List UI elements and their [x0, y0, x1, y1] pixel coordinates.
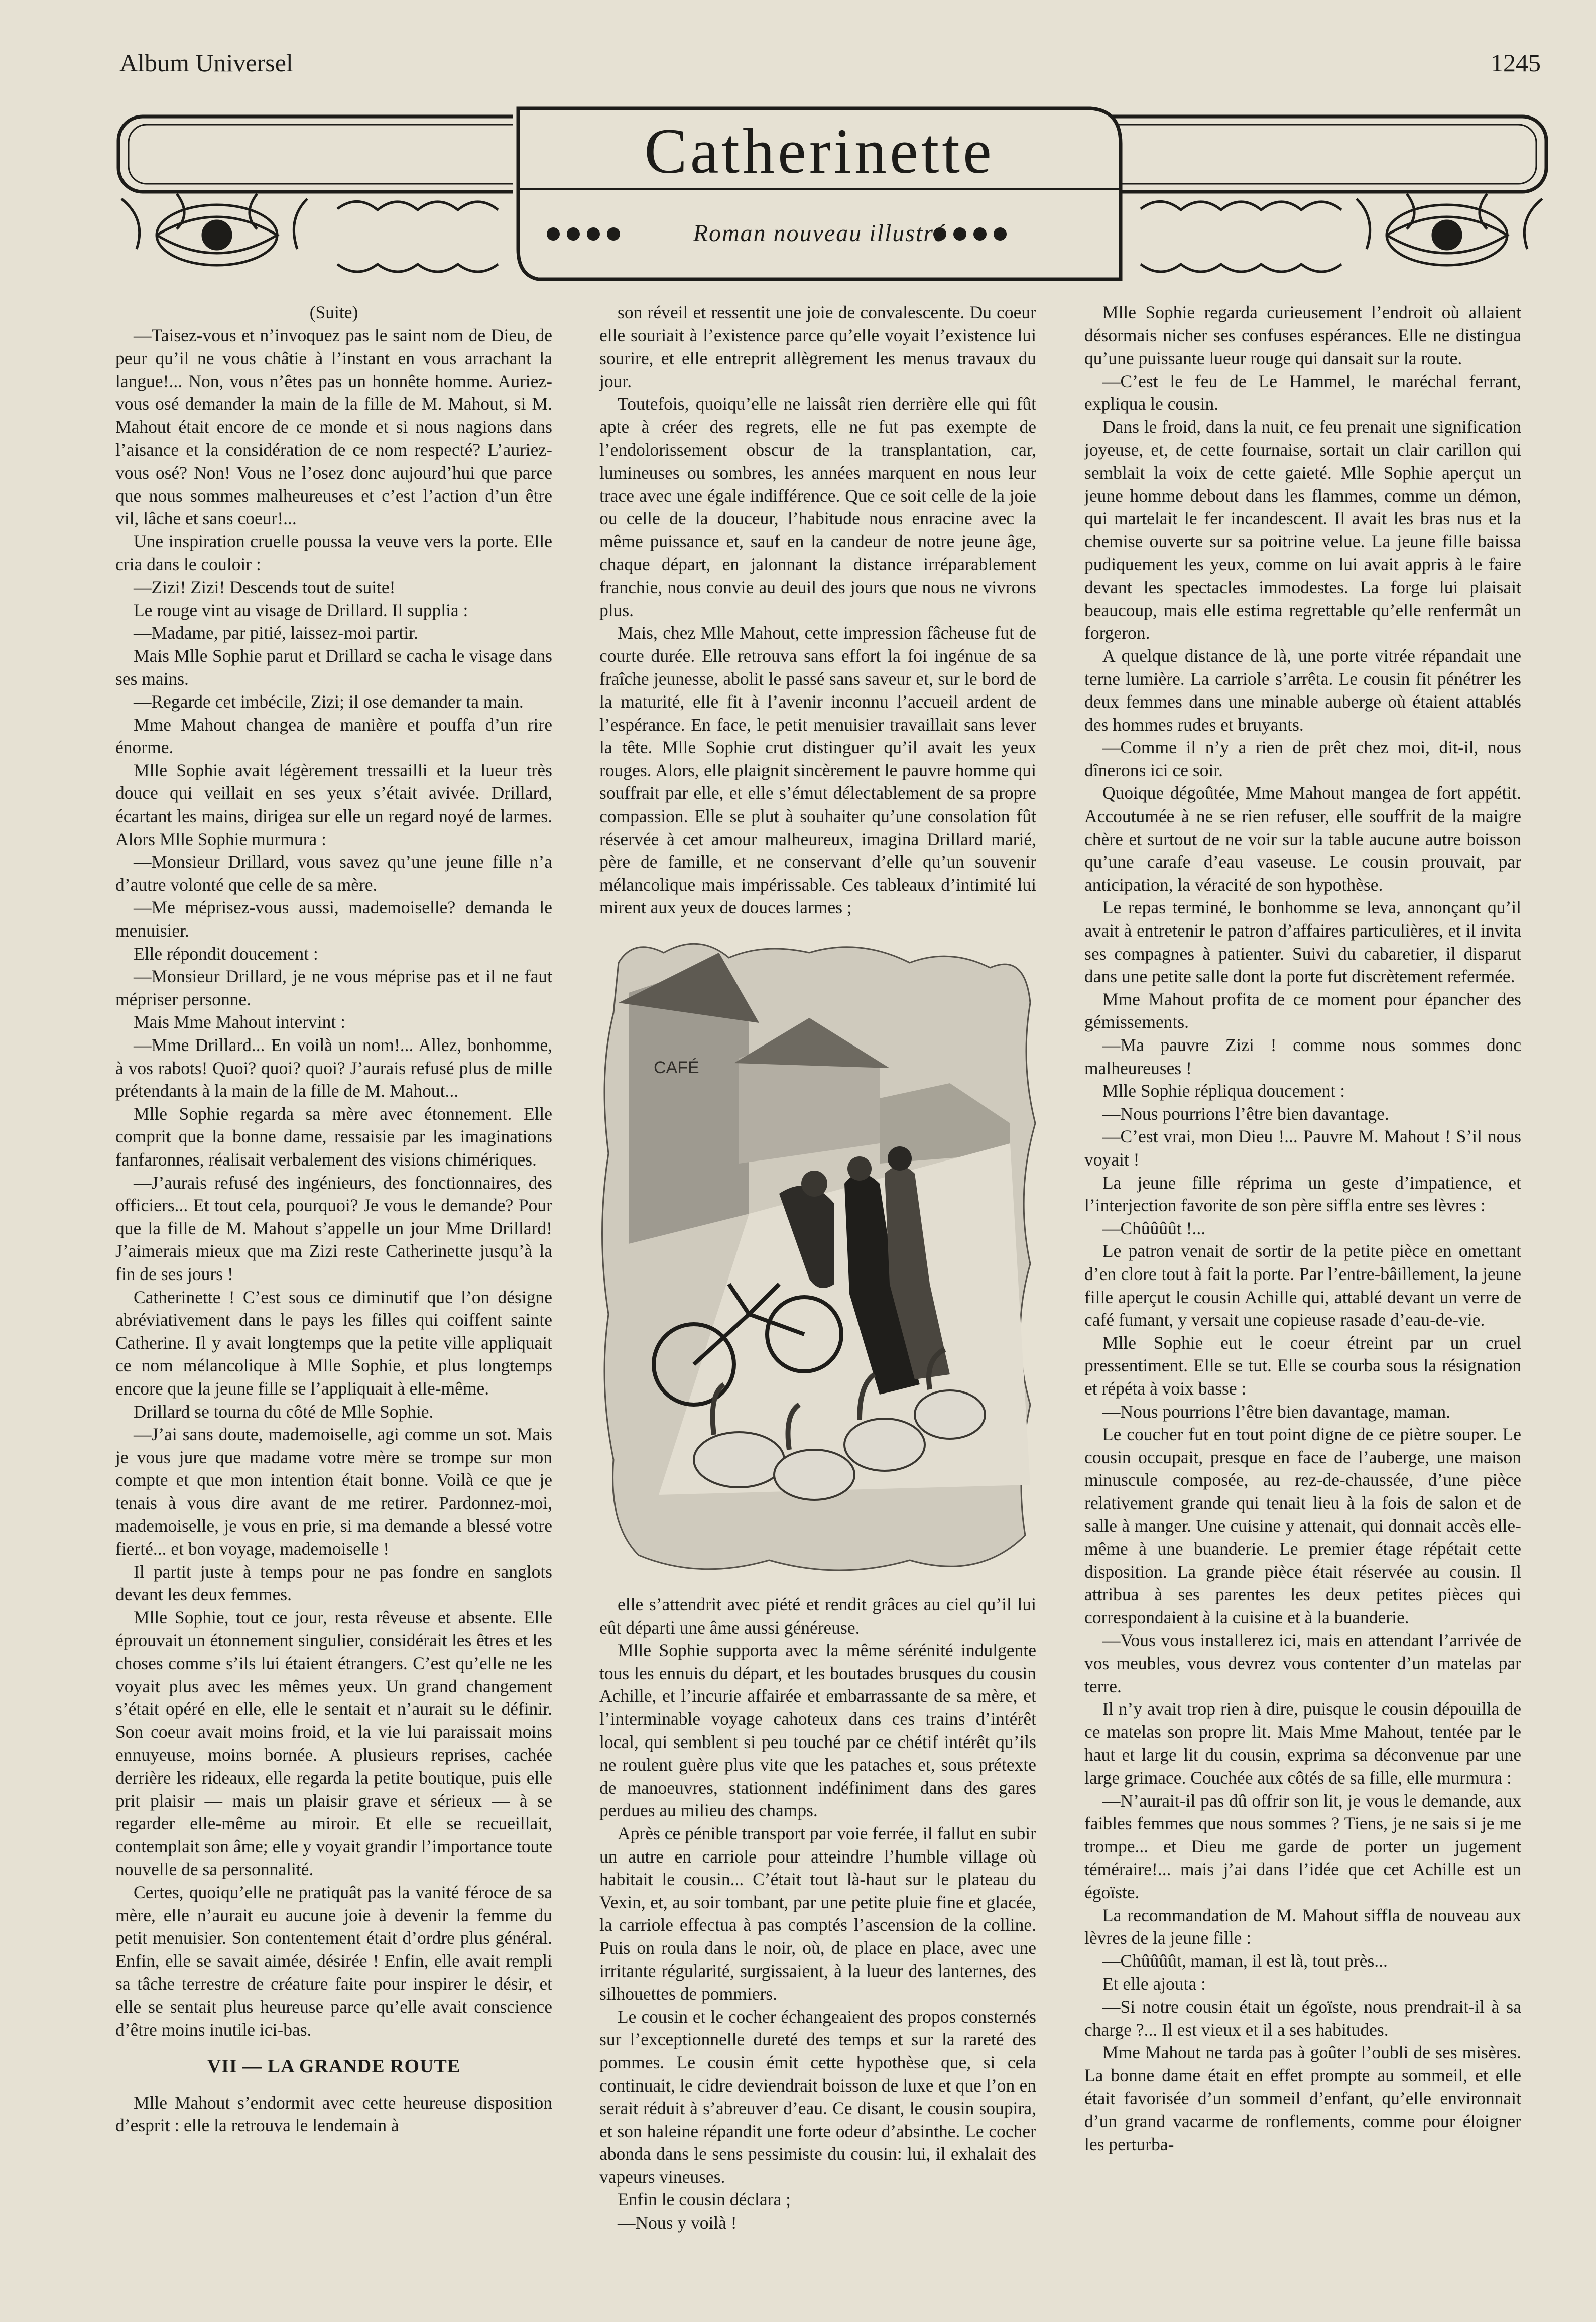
text-column-1	[115, 301, 552, 2137]
paragraph: Le coucher fut en tout point digne de ce piètre souper. Le cousin occupait, presque en face de l’auberge, une maison minuscule composée, au rez-de-chaussée, d’une pièce relativement grande qui tenait lieu à la fois de salon et de salle à manger. Une cuisine y attenait, qui donnait accès elle-même à une buanderie. Le premier étage répétait cette disposition. La grande pièce était réservée au cousin. Il attribua à ses parentes les deux petites pièces qui correspondaient à la cuisine et à la buanderie.	[1084, 1424, 1521, 1628]
paragraph: —Vous vous installerez ici, mais en attendant l’arrivée de vos meubles, vous devrez vous contenter d’un matelas par terre.	[1084, 1630, 1521, 1696]
paragraph: Mme Mahout changea de manière et pouffa d’un rire énorme.	[115, 714, 552, 758]
paragraph: —Nous pourrions l’être bien davantage.	[1102, 1103, 1389, 1124]
paragraph: Et elle ajouta :	[1102, 1973, 1206, 1994]
text-column-3	[1084, 301, 1521, 2156]
text-column-2	[599, 301, 1036, 2235]
paragraph: Mlle Sophie regarda curieusement l’endroit où allaient désormais nicher ses confuses espérances. Elle ne distingua qu’une puissante lueur rouge qui dansait sur la route.	[1084, 302, 1521, 369]
paragraph: Mais Mme Mahout intervint :	[134, 1012, 346, 1032]
paragraph: Mme Mahout ne tarda pas à goûter l’oubli de ses misères. La bonne dame était en effet prompte au sommeil, et elle était favorisée d’un sommeil d’enfant, qu’elle environnait d’un grand vacarme de ronflements, comme pour éloigner les perturba-	[1084, 2042, 1521, 2154]
paragraph: Mlle Sophie, tout ce jour, resta rêveuse et absente. Elle éprouvait un étonnement singulier, considérait les êtres et les choses comme s’ils lui étaient étrangers. C’est qu’elle ne les voyait plus avec les mêmes yeux. Un grand changement s’était opéré en elle, elle le sentait et n’aurait su le définir. Son coeur avait moins froid, et la vie lui paraissait moins ennuyeuse, moins bornée. A plusieurs reprises, cachée derrière les rideaux, elle regarda la petite boutique, puis elle prit plaisir — mais un plaisir grave et sérieux — à se regarder elle-même au miroir. Et elle se recueillait, contemplait son âme; elle y voyait grandir l’importance toute nouvelle de sa personnalité.	[115, 1607, 552, 1880]
illustration-cyclist-village	[598, 933, 1036, 1580]
paragraph: —Zizi! Zizi! Descends tout de suite!	[134, 577, 396, 598]
paragraph: —Monsieur Drillard, vous savez qu’une jeune fille n’a d’autre volonté que celle de sa mère.	[115, 852, 552, 895]
paragraph: —Mme Drillard... En voilà un nom!... Allez, bonhomme, à vos rabots! Quoi? quoi? quoi? J’aurais refusé plus de mille prétendants à la main de la fille de M. Mahout...	[115, 1035, 552, 1101]
paragraph: Mlle Mahout s’endormit avec cette heureuse disposition d’esprit : elle la retrouva le lendemain à	[115, 2092, 552, 2136]
serial-subtitle: Roman nouveau illustré	[693, 220, 946, 247]
paragraph: —C’est le feu de Le Hammel, le maréchal ferrant, expliqua le cousin.	[1084, 371, 1521, 414]
chapter-heading: VII — LA GRANDE ROUTE	[207, 2056, 461, 2077]
paragraph: elle s’attendrit avec piété et rendit grâces au ciel qu’il lui eût départi une âme aussi généreuse.	[599, 1594, 1036, 1638]
paragraph: Quoique dégoûtée, Mme Mahout mangea de fort appétit. Accoutumée à ne se rien refuser, elle souffrit de la maigre chère et surtout de ne voir sur la table aucune autre boisson qu’une carafe d’eau vaseuse. Le cousin prouvait, par anticipation, la véracité de son hypothèse.	[1084, 783, 1521, 895]
art-nouveau-ornament-left	[121, 194, 498, 272]
paragraph: —Regarde cet imbécile, Zizi; il ose demander ta main.	[134, 691, 524, 712]
paragraph: —Me méprisez-vous aussi, mademoiselle? demanda le menuisier.	[115, 897, 552, 941]
paragraph: Le cousin et le cocher échangeaient des propos consternés sur l’exceptionnelle dureté des temps et sur la rareté des pommes. Le cousin émit cette hypothèse que, si cela continuait, le cidre deviendrait boisson de luxe et que l’on en serait réduit à s’abreuver d’eau. Ce disant, le cousin soupira, et son haleine répandit une forte odeur d’absinthe. Le cocher abonda dans le sens pessimiste du cousin: lui, il exhalait des vapeurs vineuses.	[599, 2006, 1036, 2187]
paragraph: Drillard se tourna du côté de Mlle Sophie.	[134, 1401, 434, 1422]
paragraph: (Suite)	[309, 302, 358, 322]
paragraph: —Madame, par pitié, laissez-moi partir.	[134, 623, 418, 643]
paragraph: —J’ai sans doute, mademoiselle, agi comme un sot. Mais je vous jure que madame votre mère se trompe sur mon compte et que mon intention était bonne. Voilà ce que je tenais à vous dire avant de me retirer. Pardonnez-moi, mademoiselle, je vous en prie, si ma demande a blessé votre fierté... et bon voyage, mademoiselle !	[115, 1424, 552, 1559]
paragraph: Enfin le cousin déclara ;	[618, 2189, 791, 2210]
paragraph: —Nous pourrions l’être bien davantage, maman.	[1102, 1401, 1451, 1422]
paragraph: —Comme il n’y a rien de prêt chez moi, dit-il, nous dînerons ici ce soir.	[1084, 737, 1521, 780]
paragraph: Catherinette ! C’est sous ce diminutif que l’on désigne abréviativement dans le pays les filles qui coiffent sainte Catherine. Il y avait longtemps que la petite ville appliquait ce nom mélancolique à Mlle Sophie, et plus longtemps encore que la jeune fille se l’appliquait à elle-même.	[115, 1287, 552, 1399]
paragraph: Mais Mlle Sophie parut et Drillard se cacha le visage dans ses mains.	[115, 645, 552, 689]
paragraph: Mme Mahout profita de ce moment pour épancher des gémissements.	[1084, 989, 1521, 1032]
paragraph: —Chûûûût, maman, il est là, tout près...	[1102, 1950, 1388, 1971]
paragraph: Elle répondit doucement :	[134, 943, 318, 964]
paragraph: Il partit juste à temps pour ne pas fondre en sanglots devant les deux femmes.	[115, 1561, 552, 1605]
page-number: 1245	[1491, 49, 1541, 77]
paragraph: Après ce pénible transport par voie ferrée, il fallut en subir un autre en carriole pour atteindre l’humble village où habitait le cousin... C’était tout là-haut sur le plateau du Vexin, et, au soir tombant, par une petite pluie fine et glacée, la carriole effectua à pas comptés l’ascension de la colline. Puis on roula dans le noir, où, de place en place, avec une irritante régularité, surgissaient, à la lueur des lanternes, des silhouettes de pommiers.	[599, 1823, 1036, 2004]
paragraph: —Ma pauvre Zizi ! comme nous sommes donc malheureuses !	[1084, 1035, 1521, 1078]
paragraph: Mlle Sophie avait légèrement tressailli et la lueur très douce qui veillait en ses yeux s’était avivée. Drillard, écartant les mains, dirigea sur elle un regard noyé de larmes. Alors Mlle Sophie murmura :	[115, 760, 552, 849]
paragraph: —Taisez-vous et n’invoquez pas le saint nom de Dieu, de peur qu’il ne vous châtie à l’instant en vous arrachant la langue!... Non, vous n’êtes pas un honnête homme. Auriez-vous osé demander la main de la fille de M. Mahout, si M. Mahout était encore de ce monde et si nous nagions dans l’aisance et la considération de ce nom respecté? L’auriez-vous osé? Non! Vous ne l’osez donc aujourd’hui que parce que nous sommes malheureuses et c’est l’action d’un être vil, lâche et sans coeur!...	[115, 325, 552, 529]
art-nouveau-ornament-right	[1141, 194, 1542, 272]
paragraph: Certes, quoiqu’elle ne pratiquât pas la vanité féroce de sa mère, elle n’aurait eu aucune joie à devenir la femme du petit menuisier. Son contentement était d’ordre plus général. Enfin, elle se savait aimée, désirée ! Enfin, elle avait rempli sa tâche terrestre de créature faite pour inspirer le désir, et elle se sentait plus heureuse parce qu’elle avait conscience d’être moins inutile ici-bas.	[115, 1882, 552, 2040]
paragraph: —J’aurais refusé des ingénieurs, des fonctionnaires, des officiers... Et tout cela, pourquoi? Je vous le demande? Pour que la fille de M. Mahout s’appelle un jour Mme Drillard! J’aimerais mieux que ma Zizi reste Catherinette jusqu’à la fin de ses jours !	[115, 1172, 552, 1284]
paragraph: son réveil et ressentit une joie de convalescente. Du coeur elle souriait à l’existence parce qu’elle voyait l’existence lui sourire, et elle entreprit allègrement les menus travaux du jour.	[599, 302, 1036, 391]
paragraph: Le repas terminé, le bonhomme se leva, annonçant qu’il avait à entretenir le patron d’affaires particulières, et il invita ses compagnes à patienter. Suivi du cabaretier, il disparut dans une petite salle dont la porte fut discrètement refermée.	[1084, 897, 1521, 987]
paragraph: A quelque distance de là, une porte vitrée répandait une terne lumière. La carriole s’arrêta. Le cousin fit pénétrer les deux femmes dans une minable auberge où étaient attablés des hommes rudes et bruyants.	[1084, 645, 1521, 735]
paragraph: Toutefois, quoiqu’elle ne laissât rien derrière elle qui fût apte à créer des regrets, elle ne fut pas exempte de l’endolorissement obscur de la transplantation, car, lumineuses ou sombres, les années marquent en nous leur trace avec une égale indifférence. Que ce soit celle de la joie ou celle de la douceur, l’habitude nous enracine avec la même puissance et, sauf en la candeur de notre jeune âge, chaque départ, en jalonnant la distance irréparablement franchie, nous convie au deuil des jours que nous ne vivrons plus.	[599, 394, 1036, 620]
paragraph: Mlle Sophie eut le coeur étreint par un cruel pressentiment. Elle se tut. Elle se courba sous la résignation et répéta à voix basse :	[1084, 1332, 1521, 1399]
serial-title: Catherinette	[644, 115, 995, 187]
paragraph: Une inspiration cruelle poussa la veuve vers la porte. Elle cria dans le couloir :	[115, 531, 552, 574]
paragraph: —Nous y voilà !	[618, 2213, 737, 2233]
title-banner	[116, 98, 1548, 290]
running-header-title: Album Universel	[119, 49, 293, 77]
paragraph: —C’est vrai, mon Dieu !... Pauvre M. Mahout ! S’il nous voyait !	[1084, 1126, 1521, 1170]
paragraph: Mlle Sophie supporta avec la même sérénité indulgente tous les ennuis du départ, et les boutades brusques du cousin Achille, et l’incurie affairée et embarrassante de sa mère, et l’interminable voyage cahoteux dans ces trains d’intérêt local, qui semblent si peu touché par ce chétif intérêt qu’ils ne roulent guère plus vite que les pataches et, sous prétexte de manoeuvres, stationnent indéfiniment dans des gares perdues au milieu des champs.	[599, 1640, 1036, 1821]
paragraph: —Monsieur Drillard, je ne vous méprise pas et il ne faut mépriser personne.	[115, 966, 552, 1009]
paragraph: Mlle Sophie répliqua doucement :	[1102, 1081, 1345, 1101]
cafe-sign: CAFÉ	[654, 1058, 699, 1078]
paragraph: —Si notre cousin était un égoïste, nous prendrait-il à sa charge ?... Il est vieux et il a ses habitudes.	[1084, 1996, 1521, 2040]
paragraph: La jeune fille réprima un geste d’impatience, et l’interjection favorite de son père siffla entre ses lèvres :	[1084, 1172, 1521, 1216]
paragraph: Mais, chez Mlle Mahout, cette impression fâcheuse fut de courte durée. Elle retrouva sans effort la foi ingénue de sa fraîche jeunesse, abolit le passé sans saveur et, sur le bord de la maturité, elle fit à l’avenir inconnu l’accueil ardent de l’espérance. En face, le petit menuisier travaillait sans lever la tête. Mlle Sophie crut distinguer qu’il avait les yeux rouges. Alors, elle plaignit sincèrement le pauvre homme qui souffrait par elle, et elle s’émut délectablement de sa propre compassion. Elle se plut à souhaiter qu’une consolation fût réservée à cet amour malheureux, imagina Drillard marié, père de famille, et ne conservant d’elle qu’un souvenir mélancolique mais impérissable. Ces tableaux d’intimité lui mirent aux yeux de douces larmes ;	[599, 623, 1036, 918]
paragraph: Il n’y avait trop rien à dire, puisque le cousin dépouilla de ce matelas son propre lit. Mais Mme Mahout, tentée par le haut et large lit du cousin, exprima sa déconvenue par une large grimace. Couchée aux côtés de sa fille, elle murmura :	[1084, 1699, 1521, 1788]
paragraph: Le rouge vint au visage de Drillard. Il supplia :	[134, 600, 468, 620]
paragraph: La recommandation de M. Mahout siffla de nouveau aux lèvres de la jeune fille :	[1084, 1905, 1521, 1948]
paragraph: —Chûûûût !...	[1102, 1218, 1206, 1238]
paragraph: Mlle Sophie regarda sa mère avec étonnement. Elle comprit que la bonne dame, ressaisie par les imaginations fanfaronnes, réalisait verbalement des visions chimériques.	[115, 1103, 552, 1170]
paragraph: —N’aurait-il pas dû offrir son lit, je vous le demande, aux faibles femmes que nous sommes ? Tiens, je ne sais si je me trompe... et Dieu me garde de porter un jugement téméraire!... mais j’ai dans l’idée que cet Achille est un égoïste.	[1084, 1790, 1521, 1902]
paragraph: Dans le froid, dans la nuit, ce feu prenait une signification joyeuse, et, de cette fournaise, sortait un clair carillon qui semblait la voix de cette gaieté. Mlle Sophie aperçut un jeune homme debout dans les flammes, comme un démon, qui martelait le fer incandescent. Il avait les bras nus et la chemise ouverte sur sa poitrine velue. La jeune fille baissa pudiquement les yeux, comme on lui avait appris à le faire devant les spectacles immodestes. La forge lui plaisait beaucoup, mais elle estima regrettable qu’elle renfermât un forgeron.	[1084, 416, 1521, 643]
paragraph: Le patron venait de sortir de la petite pièce en omettant d’en clore tout à fait la porte. Par l’entre-bâillement, la jeune fille aperçut le cousin Achille qui, attablé devant un verre de café fumant, y versait une copieuse rasade d’eau-de-vie.	[1084, 1241, 1521, 1330]
